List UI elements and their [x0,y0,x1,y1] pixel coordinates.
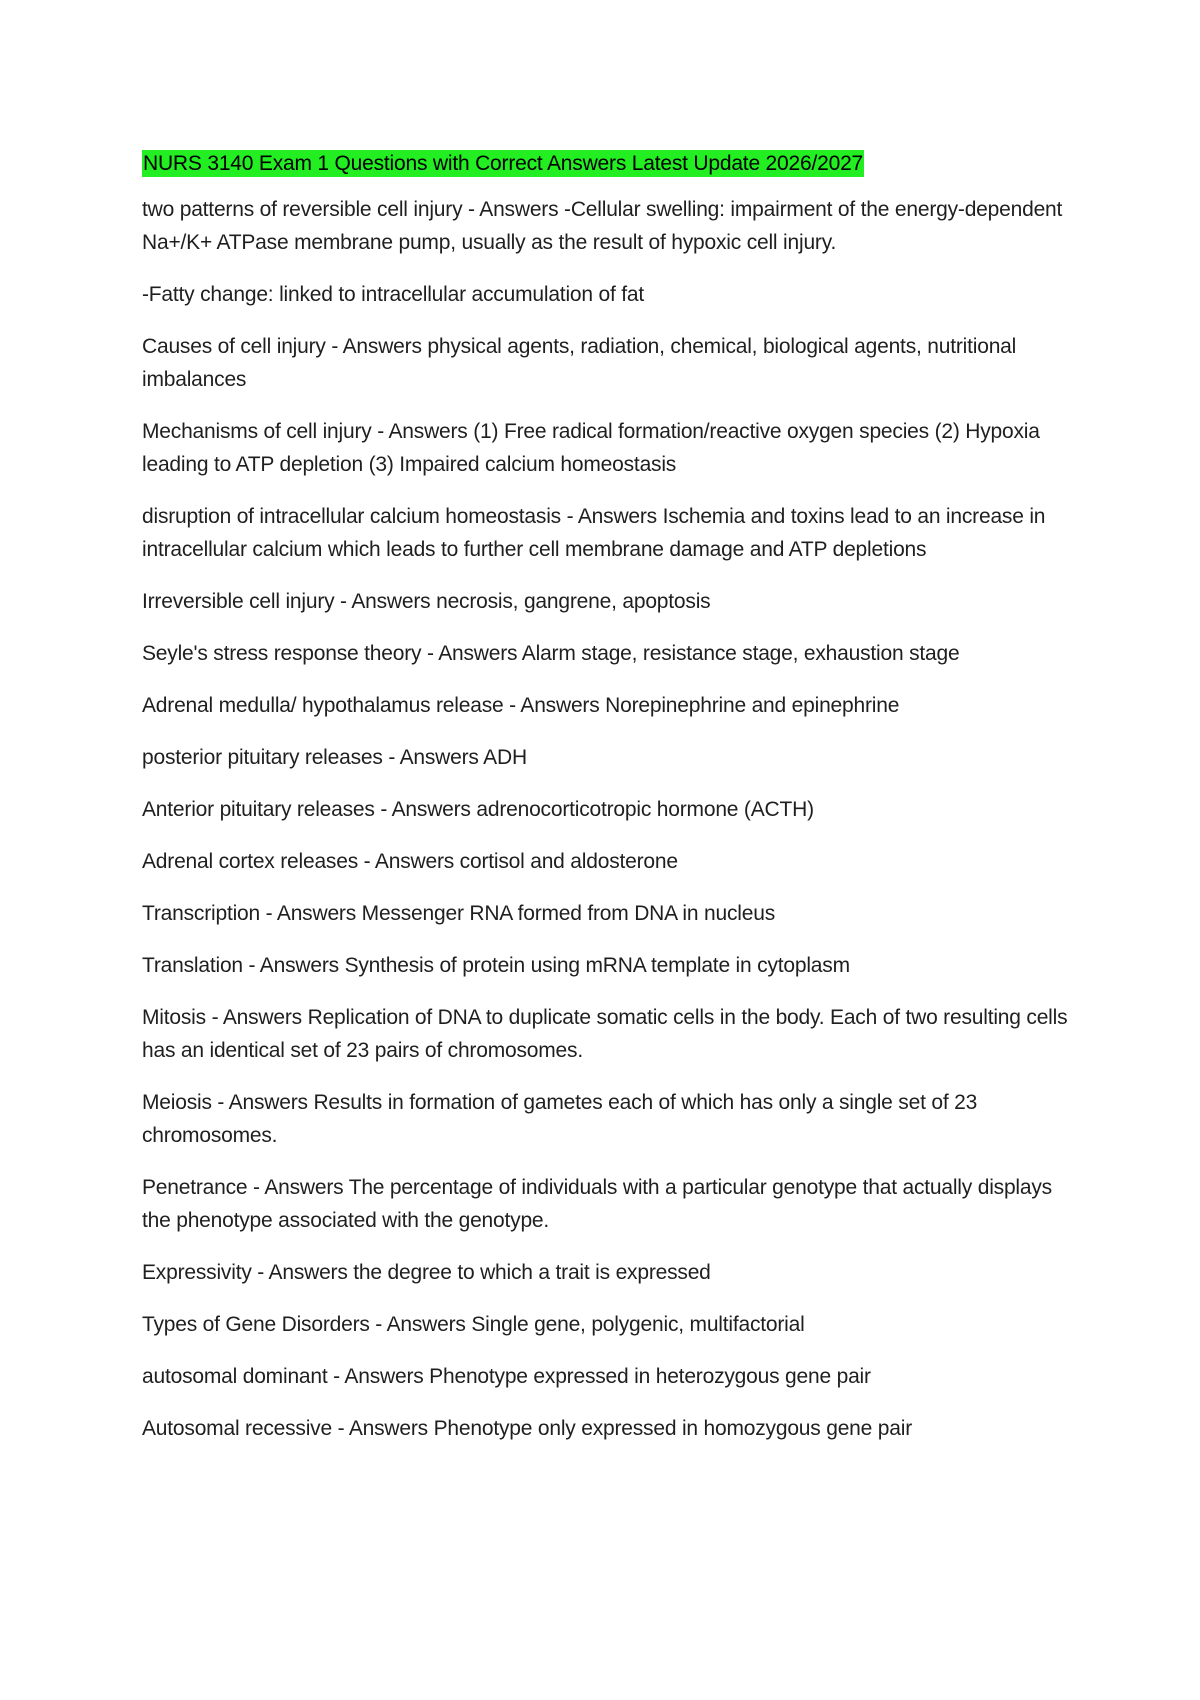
qa-entry: Translation - Answers Synthesis of protein using mRNA template in cytoplasm [142,954,850,977]
qa-entry: Transcription - Answers Messenger RNA formed from DNA in nucleus [142,902,775,925]
qa-entry: Autosomal recessive - Answers Phenotype only expressed in homozygous gene pair [142,1417,912,1440]
qa-entry: Mechanisms of cell injury - Answers (1) Free radical formation/reactive oxygen species (2) Hypoxia leading to ATP depletion (3) Impaired calcium homeostasis [142,420,1040,476]
qa-entry: Meiosis - Answers Results in formation of gametes each of which has only a single set of 23 chromosomes. [142,1091,978,1147]
qa-entry: Types of Gene Disorders - Answers Single gene, polygenic, multifactorial [142,1313,805,1336]
qa-entry: two patterns of reversible cell injury - Answers -Cellular swelling: impairment of the energy-dependent Na+/K+ ATPase membrane pump, usually as the result of hypoxic cell injury. [142,198,1063,254]
qa-entry: posterior pituitary releases - Answers ADH [142,746,527,769]
qa-entry: -Fatty change: linked to intracellular accumulation of fat [142,283,644,306]
qa-entry: Penetrance - Answers The percentage of individuals with a particular genotype that actually displays the phenotype associated with the genotype. [142,1176,1052,1232]
qa-entry: Anterior pituitary releases - Answers adrenocorticotropic hormone (ACTH) [142,798,814,821]
qa-entry: disruption of intracellular calcium homeostasis - Answers Ischemia and toxins lead to an increase in intracellular calcium which leads to further cell membrane damage and ATP depletions [142,505,1046,561]
document-title: NURS 3140 Exam 1 Questions with Correct Answers Latest Update 2026/2027 [143,152,864,175]
qa-entry: Mitosis - Answers Replication of DNA to duplicate somatic cells in the body. Each of two resulting cells has an identical set of 23 pairs of chromosomes. [142,1006,1068,1062]
qa-entry: Seyle's stress response theory - Answers Alarm stage, resistance stage, exhaustion stage [142,642,960,665]
qa-entry: autosomal dominant - Answers Phenotype expressed in heterozygous gene pair [142,1365,871,1388]
qa-entry: Expressivity - Answers the degree to which a trait is expressed [142,1261,711,1284]
qa-entry: Adrenal medulla/ hypothalamus release - Answers Norepinephrine and epinephrine [142,694,900,717]
qa-entry: Irreversible cell injury - Answers necrosis, gangrene, apoptosis [142,590,711,613]
qa-entry: Causes of cell injury - Answers physical agents, radiation, chemical, biological agents, nutritional imbalances [142,335,1017,391]
qa-entry: Adrenal cortex releases - Answers cortisol and aldosterone [142,850,678,873]
document-content [142,150,1072,1464]
